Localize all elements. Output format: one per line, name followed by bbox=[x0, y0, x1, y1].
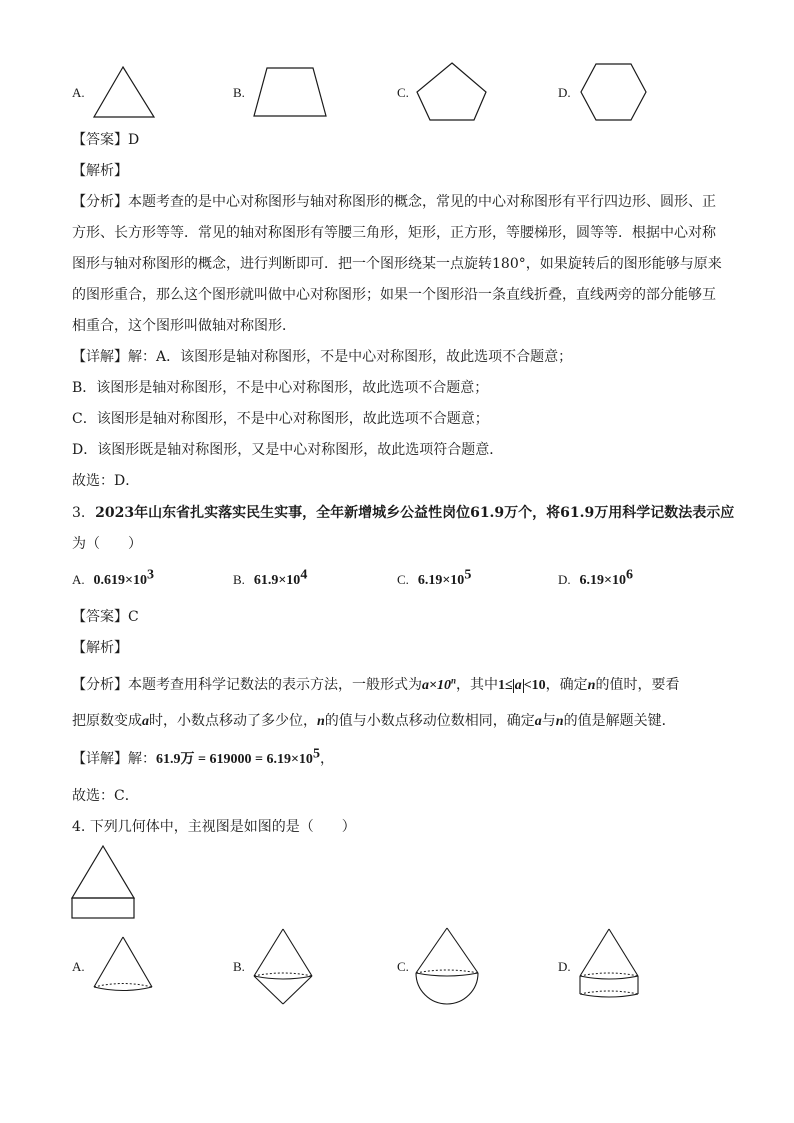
q2-analysis-line-5: 相重合，这个图形叫做轴对称图形． bbox=[72, 318, 296, 334]
q2-answer: 【答案】D bbox=[72, 132, 140, 148]
pentagon-figure bbox=[416, 62, 488, 122]
q3-option-a: A. $0.619\times 10^3$ bbox=[72, 567, 155, 588]
q4-option-b-label: B. bbox=[233, 959, 245, 974]
cone-on-cylinder-figure bbox=[578, 928, 640, 1002]
cone-figure bbox=[92, 936, 154, 996]
q3-analysis-heading: 【解析】 bbox=[72, 640, 128, 656]
q4-option-c-label: C. bbox=[397, 959, 409, 974]
q2-analysis-heading: 【解析】 bbox=[72, 163, 128, 179]
front-view-figure bbox=[71, 845, 135, 919]
q3-conclusion: 故选：C． bbox=[72, 788, 139, 804]
q2-conclusion: 故选：D． bbox=[72, 473, 140, 489]
q3-detail: 【详解】解：61.9万 = $619000 = 6.19\times 10^5$， bbox=[72, 746, 334, 767]
q2-option-d-label: D. bbox=[558, 85, 571, 100]
q2-option-a-label: A. bbox=[72, 85, 85, 100]
trapezoid-figure bbox=[253, 67, 327, 117]
q3-number: 3. bbox=[72, 505, 86, 521]
q2-option-b-label: B. bbox=[233, 85, 245, 100]
cone-on-cone-figure bbox=[252, 928, 314, 1006]
q2-analysis-line-4: 的图形重合，那么这个图形就叫做中心对称图形；如果一个图形沿一条直线折叠，直线两旁的部分能够互 bbox=[72, 287, 716, 303]
q2-detail-line-3: C．该图形是轴对称图形，不是中心对称图形，故此选项不合题意； bbox=[72, 411, 489, 427]
hexagon-figure bbox=[580, 63, 648, 121]
q3-option-b: B. $61.9\times 10^4$ bbox=[233, 567, 308, 588]
triangle-figure bbox=[93, 66, 155, 118]
q3-stem-line-2: 为（ ） bbox=[72, 536, 142, 552]
q4-stem bbox=[72, 817, 356, 837]
q3-stem-text: 2023年山东省扎实落实民生实事，全年新增城乡公益性岗位61.9万个，将61.9万用科学记数法表示应 bbox=[95, 505, 735, 521]
q4-number: 4. bbox=[72, 819, 86, 835]
q3-stem-line-1 bbox=[72, 503, 734, 523]
q2-detail-line-4: D．该图形既是轴对称图形，又是中心对称图形，故此选项符合题意． bbox=[72, 442, 504, 458]
q2-analysis-line-3: 图形与轴对称图形的概念，进行判断即可．把一个图形绕某一点旋转180°，如果旋转后的图形能够与原来 bbox=[72, 256, 722, 272]
q4-stem-text: 下列几何体中，主视图是如图的是（ ） bbox=[89, 819, 356, 835]
q2-option-c-label: C. bbox=[397, 85, 409, 100]
q3-option-c: C. $6.19\times 10^5$ bbox=[397, 567, 472, 588]
q2-detail-line-1: 【详解】解：A．该图形是轴对称图形，不是中心对称图形，故此选项不合题意； bbox=[72, 349, 573, 365]
cone-on-hemisphere-figure bbox=[414, 927, 480, 1007]
q2-analysis-line-1: 【分析】本题考查的是中心对称图形与轴对称图形的概念，常见的中心对称图形有平行四边形、圆形、正 bbox=[72, 194, 716, 210]
q4-option-d-label: D. bbox=[558, 959, 571, 974]
q2-detail-line-2: B．该图形是轴对称图形，不是中心对称图形，故此选项不合题意； bbox=[72, 380, 489, 396]
q3-option-d: D. $6.19\times 10^6$ bbox=[558, 567, 634, 588]
q2-analysis-line-2: 方形、长方形等等．常见的轴对称图形有等腰三角形，矩形，正方形，等腰梯形，圆等等．根据中心对称 bbox=[72, 225, 716, 241]
q3-answer: 【答案】C bbox=[72, 609, 139, 625]
q3-analysis-line-2: 把原数变成a时，小数点移动了多少位，n的值与小数点移动位数相同，确定a与n的值是解题关键． bbox=[72, 713, 676, 729]
q4-option-a-label: A. bbox=[72, 959, 85, 974]
q3-analysis-line-1: 【分析】本题考查用科学记数法的表示方法，一般形式为$a\times 10^n$，其中1≤ a <10，确定n的值时，要看 bbox=[72, 675, 680, 693]
absolute-value: a bbox=[514, 678, 522, 693]
